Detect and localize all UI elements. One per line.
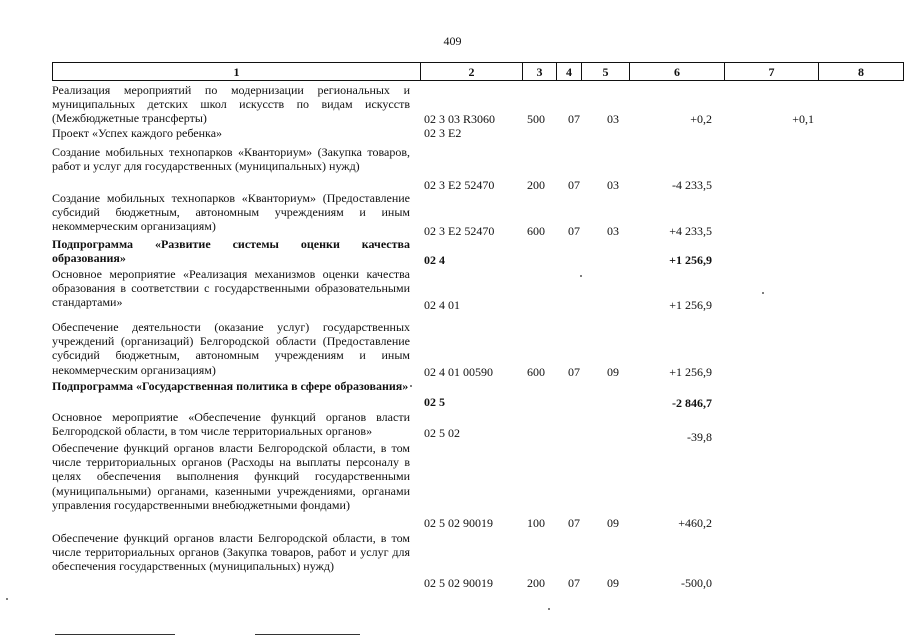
row-description: Основное мероприятие «Реализация механизмов оценки качества образования в соответствии с государственными образовательными стандартами» <box>52 267 410 310</box>
column-header-7: 7 <box>725 63 819 81</box>
row-description: Основное мероприятие «Обеспечение функций органов власти Белгородской области, в том числе территориальных органов» <box>52 410 410 439</box>
row-vid: 200 <box>527 576 545 590</box>
row-code: 02 3 E2 52470 <box>424 224 495 238</box>
row-sum-6: +1 256,9 <box>669 298 712 312</box>
scan-speck <box>6 598 8 600</box>
scan-speck <box>762 292 764 294</box>
column-header-8: 8 <box>819 63 904 81</box>
row-sum-6: +4 233,5 <box>669 224 712 238</box>
row-sum-6: -500,0 <box>681 576 712 590</box>
column-header-3: 3 <box>523 63 557 81</box>
scan-speck <box>548 608 550 610</box>
row-sum-6: -39,8 <box>687 430 712 444</box>
row-code: 02 5 02 <box>424 426 460 440</box>
row-code: 02 3 03 R3060 02 3 E2 <box>424 112 496 141</box>
row-vid: 500 <box>527 112 545 126</box>
table-header <box>52 62 904 81</box>
row-sum-6: +460,2 <box>678 516 712 530</box>
row-rz: 07 <box>568 224 580 238</box>
row-description: Обеспечение функций органов власти Белгородской области, в том числе территориальных органов (Расходы на выплаты персоналу в целях обеспечения выполнения функций государственными (муниципальными) органами, казенными учреждениями, органами управления государственными внебюджетными фондами) <box>52 441 410 512</box>
row-rz: 07 <box>568 178 580 192</box>
row-vid: 100 <box>527 516 545 530</box>
row-description: Создание мобильных технопарков «Кванториум» (Предоставление субсидий бюджетным, автономным учреждениям и иным некоммерческим организациям) <box>52 191 410 234</box>
row-code: 02 4 01 <box>424 298 460 312</box>
row-vid: 600 <box>527 365 545 379</box>
row-rz: 07 <box>568 576 580 590</box>
row-pr: 03 <box>607 224 619 238</box>
row-sum-6: -2 846,7 <box>672 396 712 410</box>
row-code: 02 3 E2 52470 <box>424 178 495 192</box>
scan-speck <box>580 275 582 277</box>
row-pr: 09 <box>607 365 619 379</box>
column-header-6: 6 <box>630 63 725 81</box>
row-pr: 09 <box>607 576 619 590</box>
row-code: 02 4 01 00590 <box>424 365 493 379</box>
row-rz: 07 <box>568 516 580 530</box>
row-description: Реализация мероприятий по модернизации региональных и муниципальных детских школ искусств по видам искусств (Межбюджетные трансферты) Проект «Успех каждого ребенка» <box>52 83 410 140</box>
row-sum-6: +1 256,9 <box>669 365 712 379</box>
column-header-1: 1 <box>53 63 421 81</box>
row-description: Подпрограмма «Развитие системы оценки качества образования» <box>52 237 410 266</box>
row-rz: 07 <box>568 112 580 126</box>
row-description: Подпрограмма «Государственная политика в сфере образования» <box>52 379 409 393</box>
row-sum-6: +0,2 <box>690 112 712 126</box>
row-sum-7: +0,1 <box>792 112 814 126</box>
scan-edge-line <box>55 634 175 635</box>
row-code: 02 5 02 90019 <box>424 576 493 590</box>
row-code: 02 5 02 90019 <box>424 516 493 530</box>
row-sum-6: -4 233,5 <box>672 178 712 192</box>
row-sum-6: +1 256,9 <box>669 253 712 267</box>
row-vid: 200 <box>527 178 545 192</box>
row-vid: 600 <box>527 224 545 238</box>
column-header-5: 5 <box>582 63 630 81</box>
row-pr: 03 <box>607 112 619 126</box>
row-description: Создание мобильных технопарков «Кванториум» (Закупка товаров, работ и услуг для государственных (муниципальных) нужд) <box>52 145 410 174</box>
row-pr: 09 <box>607 516 619 530</box>
row-code: 02 4 <box>424 253 445 267</box>
column-header-2: 2 <box>421 63 523 81</box>
row-code: 02 5 <box>424 395 445 409</box>
page-number: 409 <box>443 34 462 48</box>
row-description: Обеспечение функций органов власти Белгородской области, в том числе территориальных органов (Закупка товаров, работ и услуг для обеспечения государственных (муниципальных) нужд) <box>52 531 410 574</box>
row-rz: 07 <box>568 365 580 379</box>
column-header-4: 4 <box>557 63 582 81</box>
scan-edge-line <box>255 634 360 635</box>
row-pr: 03 <box>607 178 619 192</box>
row-description: Обеспечение деятельности (оказание услуг) государственных учреждений (организаций) Белгородской области (Предоставление субсидий бюджетным, автономным учреждениям и иным некоммерческим организациям) <box>52 320 410 377</box>
scan-speck <box>410 385 412 387</box>
